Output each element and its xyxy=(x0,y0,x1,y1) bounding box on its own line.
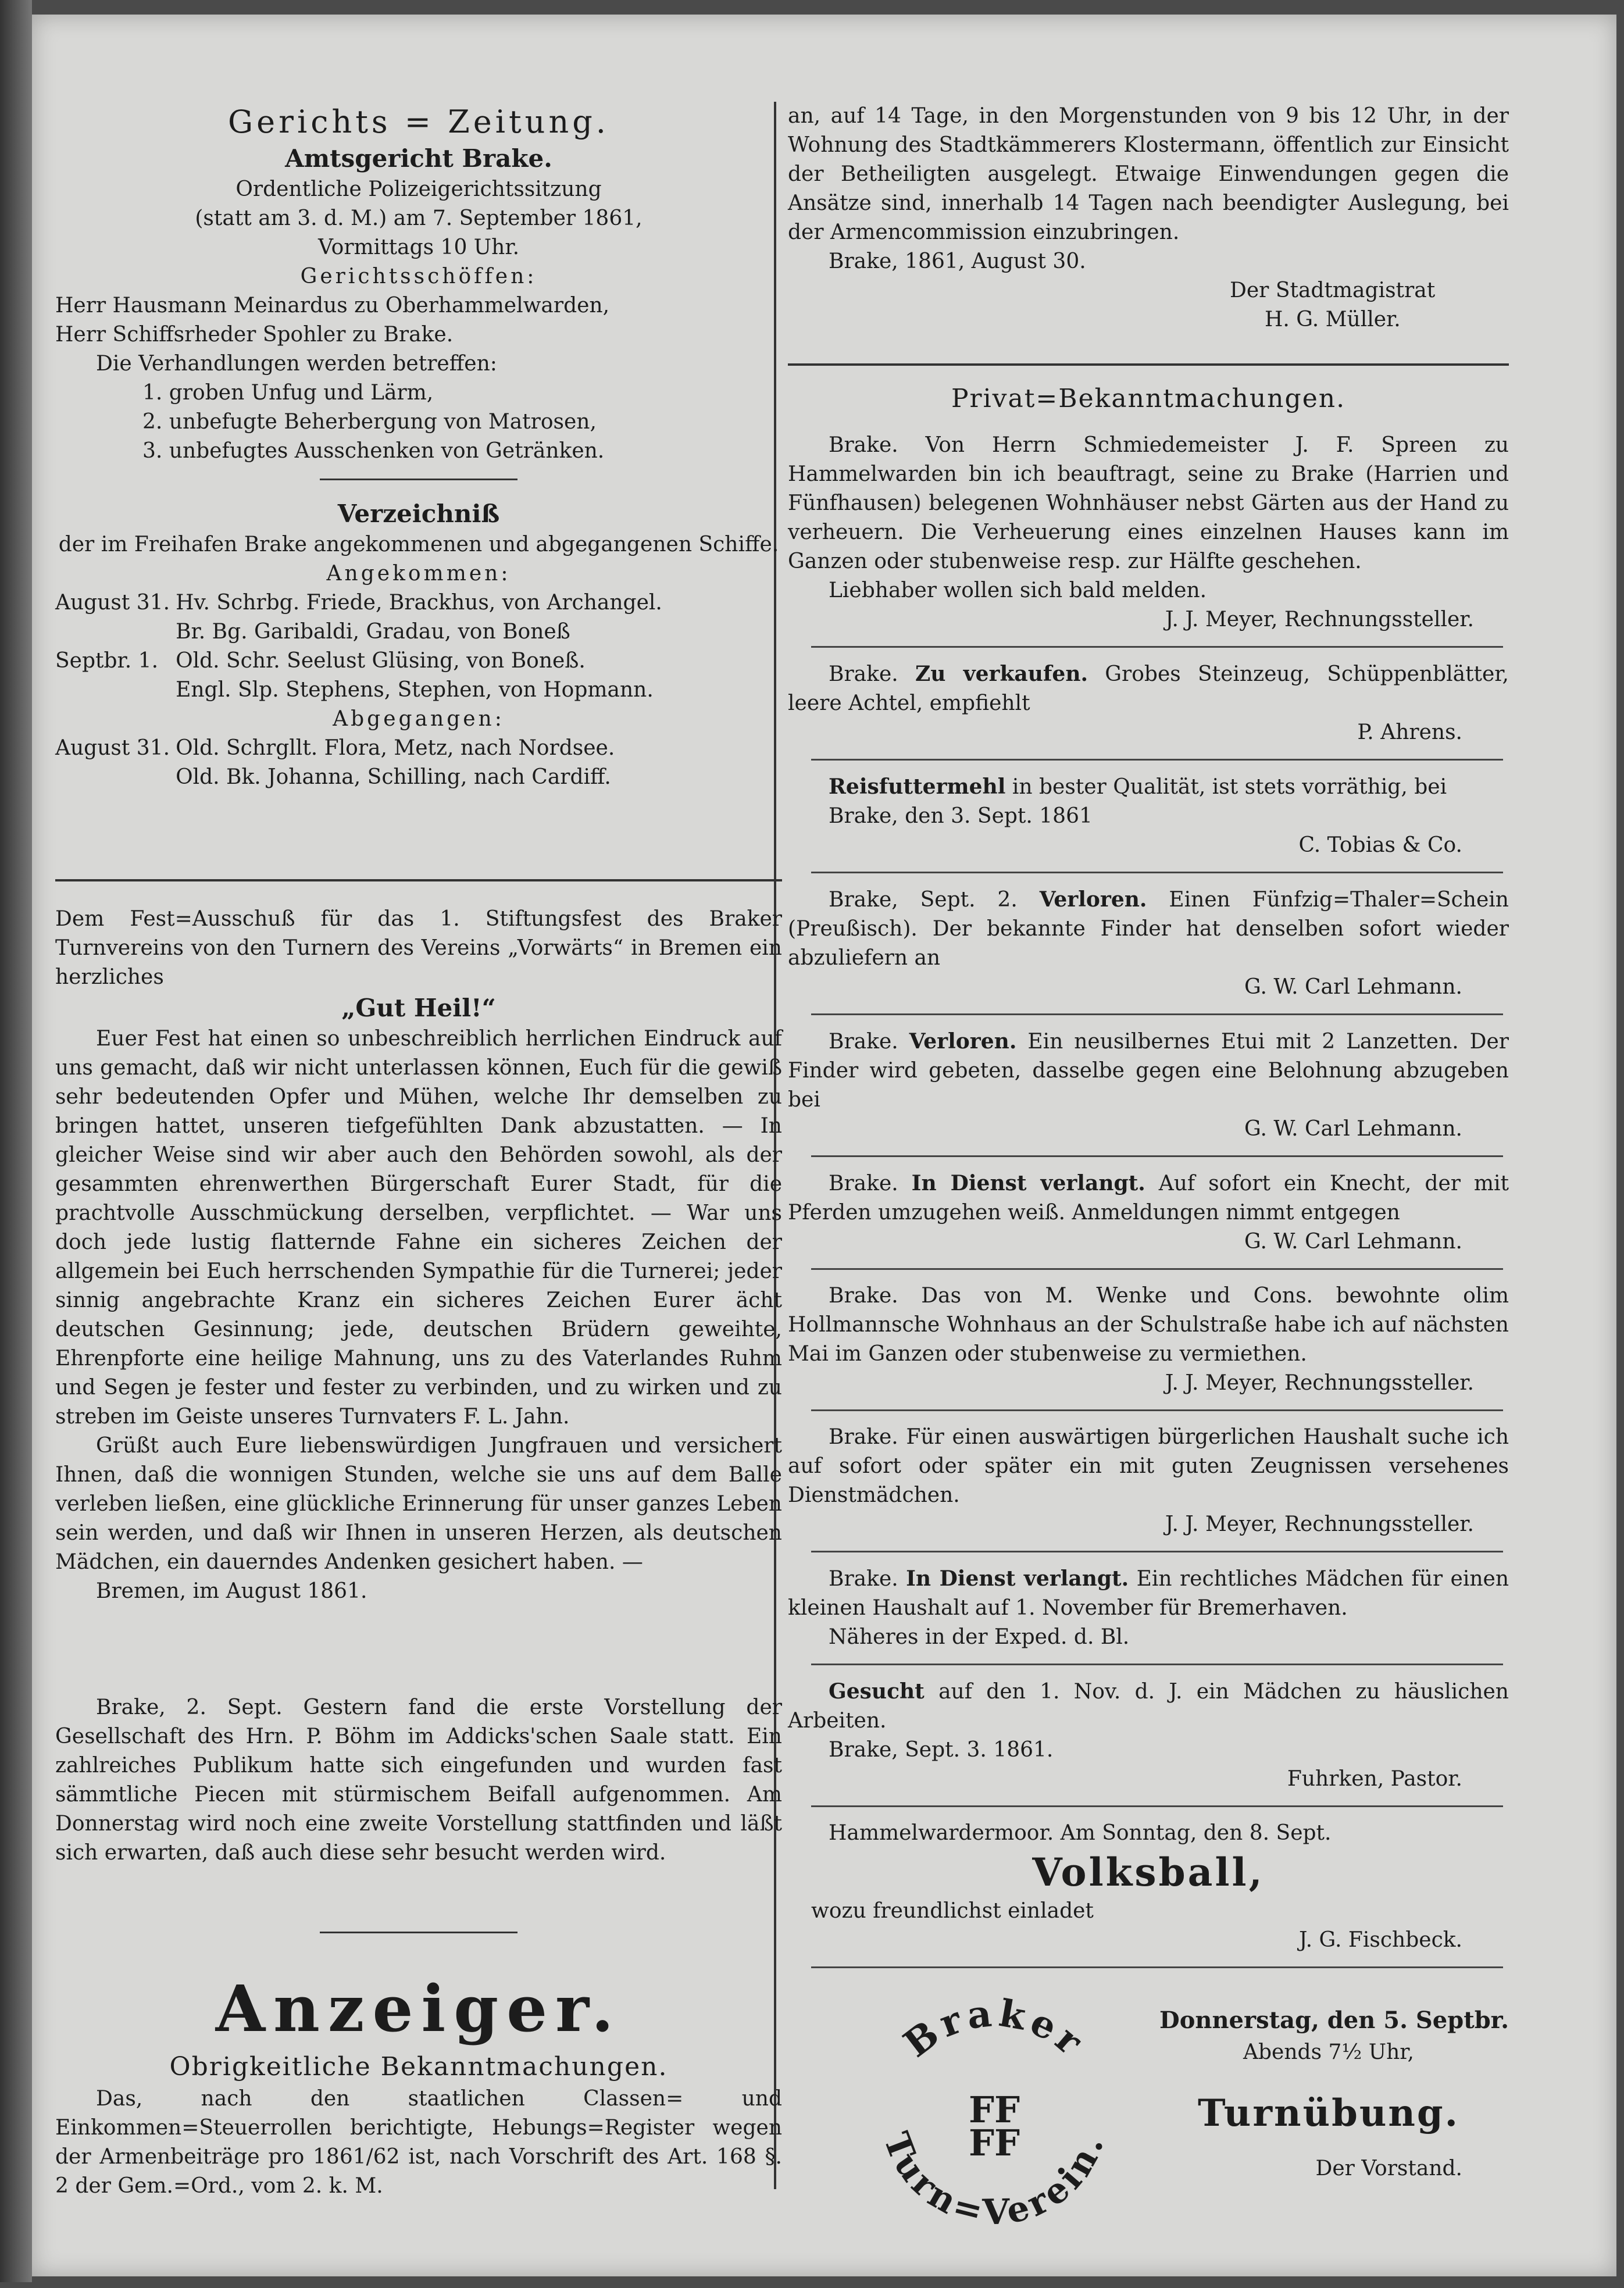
ad-signature: C. Tobias & Co. xyxy=(1298,833,1462,857)
ad-divider xyxy=(811,1013,1503,1015)
schoeffe: Herr Schiffsrheder Spohler zu Brake. xyxy=(55,323,454,347)
ship-entry: Old. Schr. Seelust Glüsing, von Boneß. xyxy=(176,649,586,673)
turnuebung-notice xyxy=(1148,1986,1509,2183)
ad-body: Einen Fünfzig=Thaler=Schein (Preußisch). Der bekannte Finder hat denselben sofort wieder abzuliefern an xyxy=(788,888,1509,970)
table-row xyxy=(55,676,668,705)
ad-divider xyxy=(811,1155,1503,1157)
section-rule xyxy=(788,363,1509,366)
short-divider xyxy=(320,1932,517,1933)
ad-divider xyxy=(811,646,1503,648)
ad-body: Ein rechtliches Mädchen für einen kleinen Haushalt auf 1. November für Bremerhaven. xyxy=(788,1567,1509,1620)
ad-body: in bester Qualität, ist stets vorräthig, bei xyxy=(1012,775,1447,799)
ad-divider xyxy=(811,1551,1503,1552)
volksball-heading: Volksball, xyxy=(1032,1850,1265,1895)
right-column xyxy=(788,102,1509,2288)
turn-time: Abends 7½ Uhr, xyxy=(1243,2040,1414,2064)
ship-entry: Br. Bg. Garibaldi, Gradau, von Boneß xyxy=(176,620,570,644)
arrived-label: Angekommen: xyxy=(326,562,511,586)
ad-signature: J. J. Meyer, Rechnungssteller. xyxy=(1165,1371,1474,1395)
table-row xyxy=(55,763,620,792)
turnverein-ad xyxy=(788,1986,1509,2288)
ad-text: Hammelwardermoor. Am Sonntag, den 8. Sept. xyxy=(829,1821,1332,1845)
steuer-date: Brake, 1861, August 30. xyxy=(829,249,1086,273)
ad-text xyxy=(788,1564,1509,1623)
session-line: Vormittags 10 Uhr. xyxy=(317,235,520,259)
ad-signature: G. W. Carl Lehmann. xyxy=(1244,1117,1462,1141)
ad-heading: Gesucht xyxy=(829,1679,925,1704)
ships-subtitle: der im Freihafen Brake angekommenen und abgegangenen Schiffe. xyxy=(58,533,779,556)
ad-body: Auf sofort ein Knecht, der mit Pferden umzugehen weiß. Anmeldungen nimmt entgegen xyxy=(788,1172,1509,1225)
court-heading: Amtsgericht Brake. xyxy=(285,144,552,173)
ship-date xyxy=(55,763,176,792)
steuer-notice: Das, nach den staatlichen Classen= und Einkommen=Steuerrollen berichtigte, Hebungs=Register wegen der Armenbeiträge pro 1861/62 ist, nach Vorschrift des Art. 168 §. 2 der Gem.=Ord., vom 2. k. M. xyxy=(55,2087,782,2198)
privat-heading: Privat=Bekanntmachungen. xyxy=(951,384,1346,413)
ad-body: Ein neusilbernes Etui mit 2 Lanzetten. Der Finder wird gebeten, dasselbe gegen eine Belohnung abzugeben bei xyxy=(788,1030,1509,1112)
ad-lead: Brake. xyxy=(829,1567,898,1591)
verhandlung-item: 1. groben Unfug und Lärm, xyxy=(142,381,434,405)
ad-divider xyxy=(811,1664,1503,1665)
ad-text xyxy=(788,885,1509,973)
magistrat: Der Stadtmagistrat xyxy=(1230,279,1436,302)
table-row xyxy=(55,588,668,617)
ship-date: August 31. xyxy=(55,591,170,615)
seal-top-text: Braker xyxy=(895,1991,1094,2066)
ad-text xyxy=(788,1027,1509,1115)
ships-title: Verzeichniß xyxy=(337,499,500,528)
letter-signature: Bremen, im August 1861. xyxy=(96,1579,367,1603)
ship-date: August 31. xyxy=(55,736,170,760)
ad-text xyxy=(788,772,1509,802)
ad-text xyxy=(788,1677,1509,1736)
session-line: Ordentliche Polizeigerichtssitzung xyxy=(235,177,602,201)
seal-center-ff xyxy=(969,2089,1020,2164)
ad-text: Brake. Für einen auswärtigen bürgerlichen Haushalt suche ich auf sofort oder später ein mit guten Zeugnissen versehenes Dienstmädchen. xyxy=(788,1425,1509,1507)
turnverein-seal xyxy=(858,1986,1131,2259)
svg-text:FF: FF xyxy=(968,2089,1020,2131)
steuer-continued: an, auf 14 Tage, in den Morgenstunden von 9 bis 12 Uhr, in der Wohnung des Stadtkämmerers Klostermann, öffentlich zur Einsicht der Betheiligten ausgelegt. Etwaige Einwendungen gegen die Ansätze sind, innerhalb 14 Tagen nach beendigter Auslegung, bei der Armencommission einzubringen. xyxy=(788,104,1509,244)
ad-heading: In Dienst verlangt. xyxy=(906,1566,1129,1591)
schoeffe: Herr Hausmann Meinardus zu Oberhammelwarden, xyxy=(55,294,610,317)
left-column xyxy=(55,102,782,2201)
ad-signature: J. J. Meyer, Rechnungssteller. xyxy=(1165,608,1474,631)
ship-entry: Hv. Schrbg. Friede, Brackhus, von Archangel. xyxy=(176,591,662,615)
ad-divider xyxy=(811,1409,1503,1411)
verhandlung-item: 3. unbefugtes Ausschenken von Getränken. xyxy=(142,439,605,463)
ad-body: Grobes Steinzeug, Schüppenblätter, leere Achtel, empfiehlt xyxy=(788,662,1509,715)
svg-text:FF: FF xyxy=(968,2122,1020,2164)
table-row xyxy=(55,734,620,763)
ad-divider xyxy=(811,872,1503,873)
magistrat-name: H. G. Müller. xyxy=(1265,308,1401,331)
ad-lead: Brake. xyxy=(829,662,898,686)
turn-heading: Turnübung. xyxy=(1198,2091,1459,2135)
turn-signature: Der Vorstand. xyxy=(1315,2157,1462,2180)
ad-signature: G. W. Carl Lehmann. xyxy=(1244,975,1462,999)
ad-text: Liebhaber wollen sich bald melden. xyxy=(829,579,1207,602)
ad-divider xyxy=(811,1805,1503,1807)
theater-notice: Brake, 2. Sept. Gestern fand die erste Vorstellung der Gesellschaft des Hrn. P. Böhm im Addicks'schen Saale statt. Ein zahlreiches Publikum hatte sich eingefunden und wurden fast sämmtliche Piecen mit stürmischem Beifall aufgenommen. Am Donnerstag wird noch eine zweite Vorstellung stattfinden und läßt sich erwarten, daß auch diese sehr besucht werden wird. xyxy=(55,1696,782,1865)
seal-bottom-text: Turn=Verein. xyxy=(875,2127,1113,2233)
ship-entry: Old. Bk. Johanna, Schilling, nach Cardiff. xyxy=(176,765,611,789)
ad-divider xyxy=(811,1268,1503,1270)
ship-date xyxy=(55,617,176,647)
ad-text xyxy=(788,659,1509,718)
ad-heading: Reisfuttermehl xyxy=(829,774,1006,799)
arrived-table xyxy=(55,588,668,705)
newspaper-page xyxy=(32,15,1616,2276)
ad-date: Brake, den 3. Sept. 1861 xyxy=(829,804,1093,828)
ad-body: auf den 1. Nov. d. J. ein Mädchen zu häuslichen Arbeiten. xyxy=(788,1680,1509,1733)
departed-label: Abgegangen: xyxy=(333,707,505,731)
ad-signature: Fuhrken, Pastor. xyxy=(1287,1767,1462,1791)
ad-signature: J. G. Fischbeck. xyxy=(1299,1928,1462,1952)
ad-date: Brake, Sept. 3. 1861. xyxy=(829,1738,1054,1762)
table-row xyxy=(55,647,668,676)
section-rule xyxy=(55,879,782,881)
ad-text: Brake. Von Herrn Schmiedemeister J. F. Spreen zu Hammelwarden bin ich beauftragt, seine zu Brake (Harrien und Fünfhausen) belegenen Wohnhäuser nebst Gärten aus der Hand zu verheuern. Die Verheuerung eines einzelnen Hauses kann im Ganzen oder stubenweise resp. zur Hälfte geschehen. xyxy=(788,433,1509,573)
ad-divider xyxy=(811,1966,1503,1968)
ad-heading: Verloren. xyxy=(909,1029,1017,1054)
ad-lead: Brake. xyxy=(829,1030,898,1054)
ad-divider xyxy=(811,759,1503,761)
gut-heil: „Gut Heil!“ xyxy=(341,994,496,1022)
short-divider xyxy=(320,479,517,480)
ad-text: Brake. Das von M. Wenke und Cons. bewohnte olim Hollmannsche Wohnhaus an der Schulstraße habe ich auf nächsten Mai im Ganzen oder stubenweise zu vermiethen. xyxy=(788,1284,1509,1366)
ad-heading: Verloren. xyxy=(1039,887,1147,912)
verhandlungen-label: Die Verhandlungen werden betreffen: xyxy=(96,352,497,376)
ship-date: Septbr. 1. xyxy=(55,649,159,673)
book-spine xyxy=(0,0,32,2282)
schoeffen-label: Gerichtsschöffen: xyxy=(300,265,537,288)
ad-text xyxy=(788,1169,1509,1227)
session-line: (statt am 3. d. M.) am 7. September 1861, xyxy=(195,206,643,230)
letter-body: Euer Fest hat einen so unbeschreiblich herrlichen Eindruck auf uns gemacht, daß wir nicht unterlassen können, Euch für die gewiß sehr bedeutenden Opfer und Mühen, welche Ihr demselben zu bringen hattet, unseren tiefgefühlten Dank abzustatten. — In gleicher Weise sind wir aber auch den Behörden sowohl, als der gesammten ehrenwerthen Bürgerschaft Eurer Stadt, für die prachtvolle Ausschmückung derselben, verpflichtet. — War uns doch jede lustig flatternde Fahne ein sicheres Zeichen der allgemein bei Euch herrschenden Sympathie für die Turnerei; jeder sinnig angebrachte Kranz ein sicheres Zeichen Eurer ächt deutschen Gesinnung; jede, deutschen Brüdern geweihte, Ehrenpforte eine heilige Mahnung, uns zu des Vaterlandes Ruhm und Segen je fester und fester zu verbinden, und zu wirken und zu streben im Geiste unseres Turnvaters F. L. Jahn. xyxy=(55,1027,782,1429)
ad-lead: Brake. xyxy=(829,1172,898,1195)
section-title: Gerichts = Zeitung. xyxy=(228,103,609,140)
letter-intro: Dem Fest=Ausschuß für das 1. Stiftungsfest des Braker Turnvereins von den Turnern des Vereins „Vorwärts“ in Bremen ein herzliches xyxy=(55,907,782,989)
ad-heading: In Dienst verlangt. xyxy=(911,1171,1145,1195)
verhandlung-item: 2. unbefugte Beherbergung von Matrosen, xyxy=(142,410,597,434)
ad-lead: Brake, Sept. 2. xyxy=(829,888,1018,912)
ad-heading: Zu verkaufen. xyxy=(915,662,1088,686)
table-row xyxy=(55,617,668,647)
ship-date xyxy=(55,676,176,705)
letter-body: Grüßt auch Eure liebenswürdigen Jungfrauen und versichert Ihnen, daß die wonnigen Stunden, welche sie uns auf dem Balle verleben ließen, eine glückliche Erinnerung für unser ganzes Leben sein werden, und daß wir Ihnen in unseren Herzen, als deutschen Mädchen, ein dauerndes Andenken gesichert haben. — xyxy=(55,1434,782,1574)
turn-date: Donnerstag, den 5. Septbr. xyxy=(1159,2007,1509,2034)
obrig-heading: Obrigkeitliche Bekanntmachungen. xyxy=(169,2052,668,2082)
ad-signature: G. W. Carl Lehmann. xyxy=(1244,1230,1462,1254)
departed-table xyxy=(55,734,620,792)
anzeiger-title: Anzeiger. xyxy=(215,1971,622,2046)
ship-entry: Old. Schrgllt. Flora, Metz, nach Nordsee. xyxy=(176,736,615,760)
ad-signature: P. Ahrens. xyxy=(1357,720,1462,744)
ship-entry: Engl. Slp. Stephens, Stephen, von Hopmann. xyxy=(176,678,654,702)
ad-text: Näheres in der Exped. d. Bl. xyxy=(829,1625,1130,1649)
ad-signature: J. J. Meyer, Rechnungssteller. xyxy=(1165,1512,1474,1536)
ad-text: wozu freundlichst einladet xyxy=(811,1899,1094,1923)
